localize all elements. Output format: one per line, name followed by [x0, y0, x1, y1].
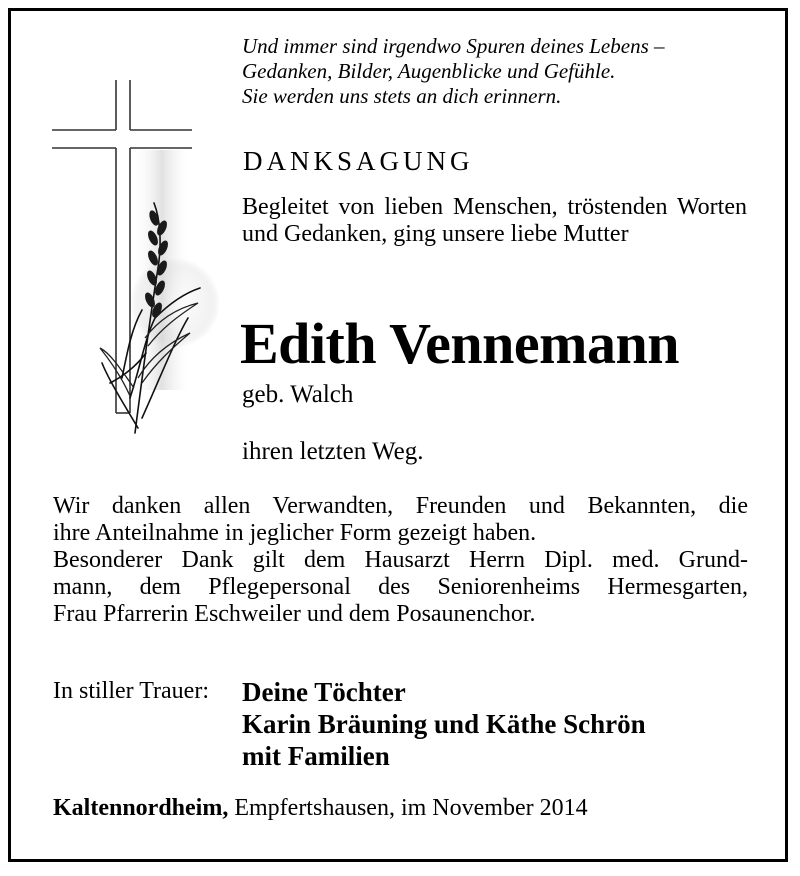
- thanks-line-5: Frau Pfarrerin Eschweiler und dem Posaunenchor.: [53, 601, 536, 627]
- motto-verse: [242, 34, 782, 109]
- place-and-date: [53, 795, 588, 822]
- maiden-name: geb. Walch: [242, 381, 354, 408]
- place-town: Kaltennordheim,: [53, 795, 229, 821]
- thanks-paragraph: [53, 493, 748, 628]
- deceased-name: Edith Vennemann: [240, 311, 679, 376]
- motto-line-3: Sie werden uns stets an dich erinnern.: [242, 84, 562, 108]
- cross-with-wheat-icon: [50, 78, 225, 440]
- last-way-text: ihren letzten Weg.: [242, 438, 424, 465]
- thanks-line-4: mann, dem Pflegepersonal des Seniorenheims Hermesgarten,: [53, 574, 748, 600]
- motto-line-1: Und immer sind irgendwo Spuren deines Lebens –: [242, 34, 665, 58]
- mourners-list: [242, 676, 646, 772]
- mourning-label: In stiller Trauer:: [53, 678, 209, 704]
- thanks-line-1: Wir danken allen Verwandten, Freunden und Bekannten, die: [53, 493, 748, 519]
- thanks-line-3: Besonderer Dank gilt dem Hausarzt Herrn Dipl. med. Grund-: [53, 547, 748, 573]
- place-rest: Empfertshausen, im November 2014: [228, 795, 588, 821]
- motto-line-2: Gedanken, Bilder, Augenblicke und Gefühle.: [242, 59, 616, 83]
- mourners-line-2: Karin Bräuning und Käthe Schrön: [242, 709, 646, 739]
- notice-heading: DANKSAGUNG: [243, 146, 474, 176]
- intro-text: Begleitet von lieben Menschen, tröstenden Worten und Gedanken, ging unsere liebe Mutter: [242, 194, 747, 247]
- mourners-line-1: Deine Töchter: [242, 677, 406, 707]
- mourners-line-3: mit Familien: [242, 741, 390, 771]
- thanks-line-2: ihre Anteilnahme in jeglicher Form gezeigt haben.: [53, 520, 537, 546]
